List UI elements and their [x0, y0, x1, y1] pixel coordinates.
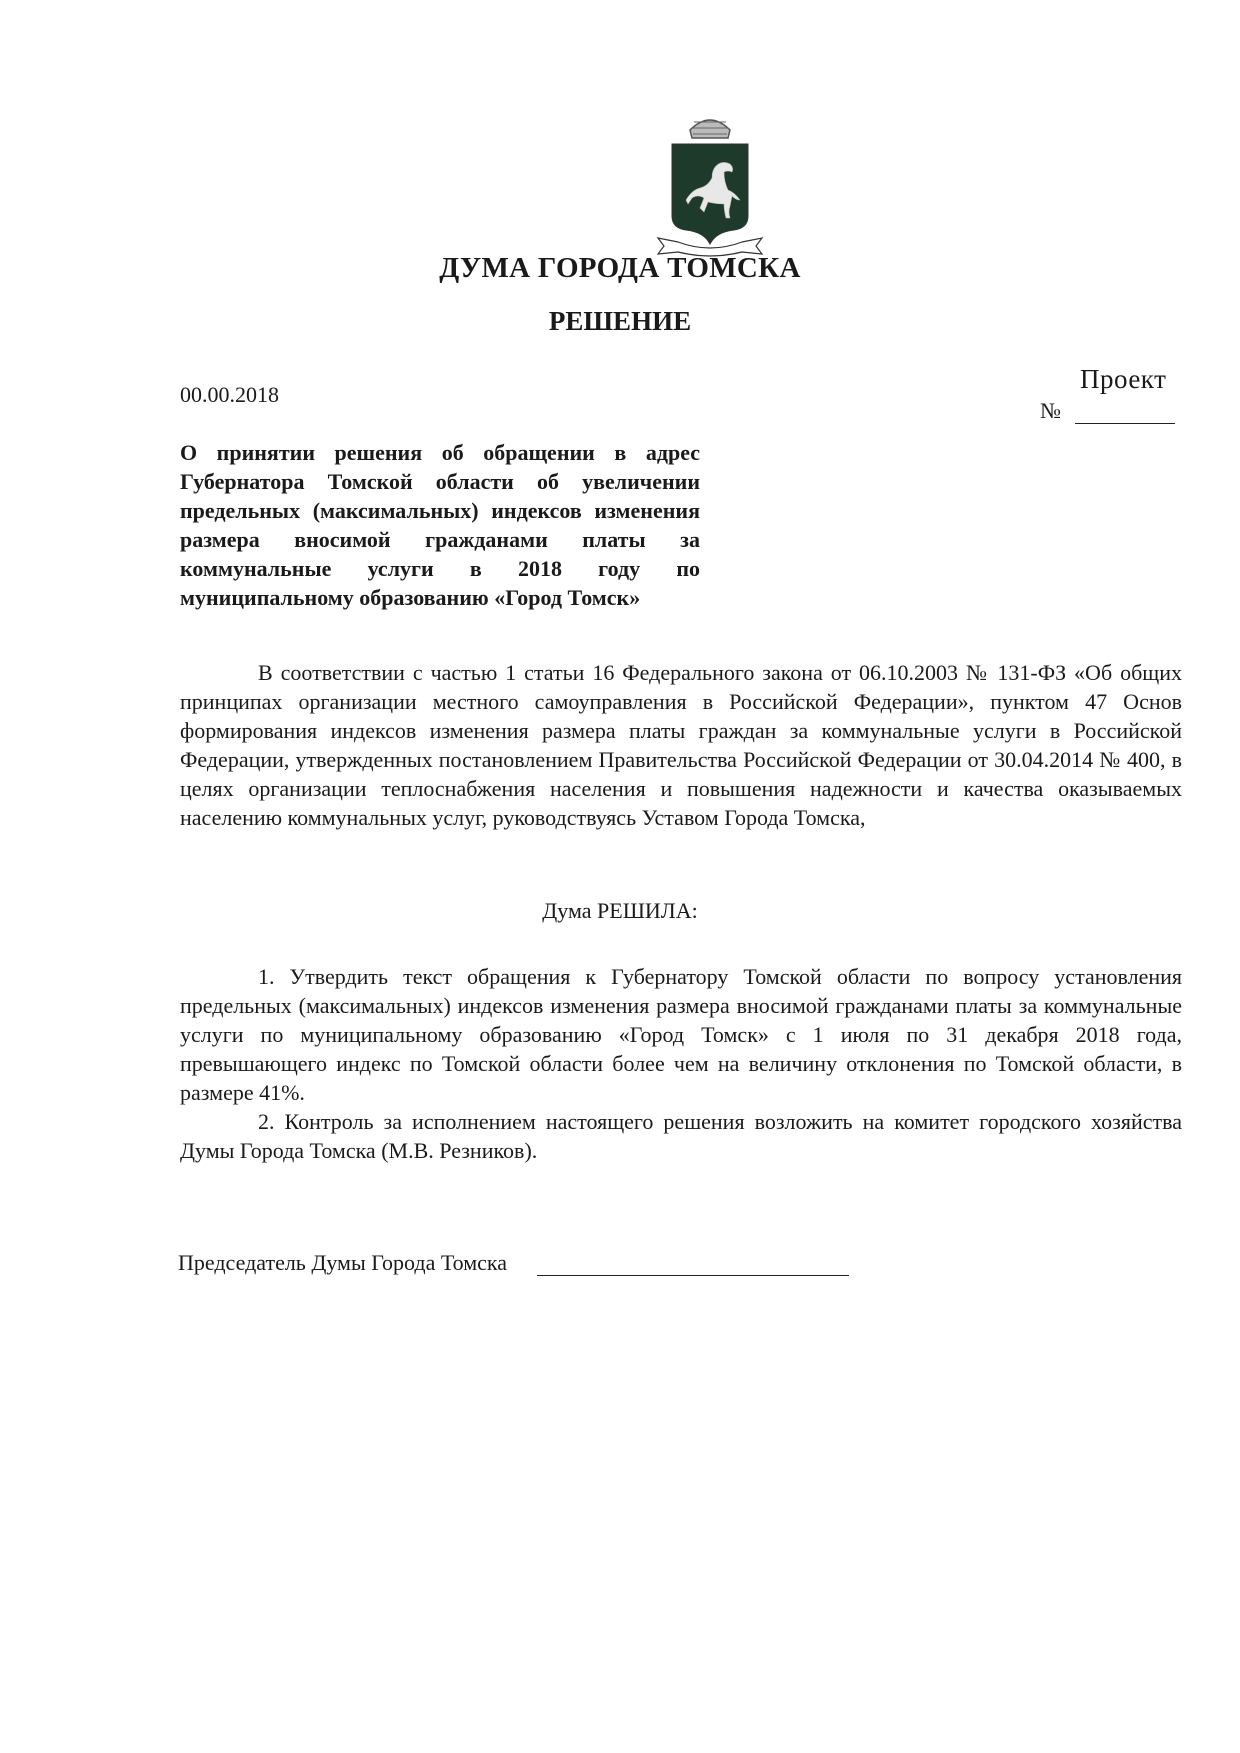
document-number	[1040, 398, 1175, 424]
preamble-paragraph: В соответствии с частью 1 статьи 16 Федерального закона от 06.10.2003 № 131-ФЗ «Об общих принципах организации местного самоуправления в Российской Федерации», пунктом 47 Основ формирования индексов изменения размера платы граждан за коммунальные услуги в Российской Федерации, утвержденных постановлением Правительства Российской Федерации от 30.04.2014 № 400, в целях организации теплоснабжения населения и повышения надежности и качества оказываемых населению коммунальных услуг, руководствуясь Уставом Города Томска,	[180, 660, 1182, 830]
document-date: 00.00.2018	[180, 382, 279, 407]
document-type: РЕШЕНИЕ	[548, 306, 692, 336]
decision-title: О принятии решения об обращении в адрес Губернатора Томской области об увеличении предельных (максимальных) индексов изменения размера вносимой гражданами платы за коммунальные услуги в 2018 году по муниципальному образованию «Город Томск»	[180, 440, 700, 610]
draft-status-label: Проект	[1080, 364, 1167, 394]
organization-title: ДУМА ГОРОДА ТОМСКА	[439, 252, 801, 284]
crown-icon	[690, 120, 730, 138]
number-blank-field	[1075, 405, 1175, 424]
signatory-title: Председатель Думы Города Томска	[178, 1250, 508, 1275]
resolved-label: Дума РЕШИЛА:	[542, 898, 698, 923]
signature-block	[178, 1250, 849, 1276]
signature-line	[537, 1255, 849, 1276]
resolution-item: 1. Утвердить текст обращения к Губернатору Томской области по вопросу установления предельных (максимальных) индексов изменения размера вносимой гражданами платы за коммунальные услуги по муниципальному образованию «Город Томск» с 1 июля по 31 декабря 2018 года, превышающего индекс по Томской области более чем на величину отклонения по Томской области, в размере 41%.	[180, 964, 1182, 1105]
resolution-item: 2. Контроль за исполнением настоящего решения возложить на комитет городского хозяйства Думы Города Томска (М.В. Резников).	[180, 1109, 1182, 1163]
coat-of-arms-icon	[648, 108, 772, 258]
number-label: №	[1040, 398, 1061, 423]
